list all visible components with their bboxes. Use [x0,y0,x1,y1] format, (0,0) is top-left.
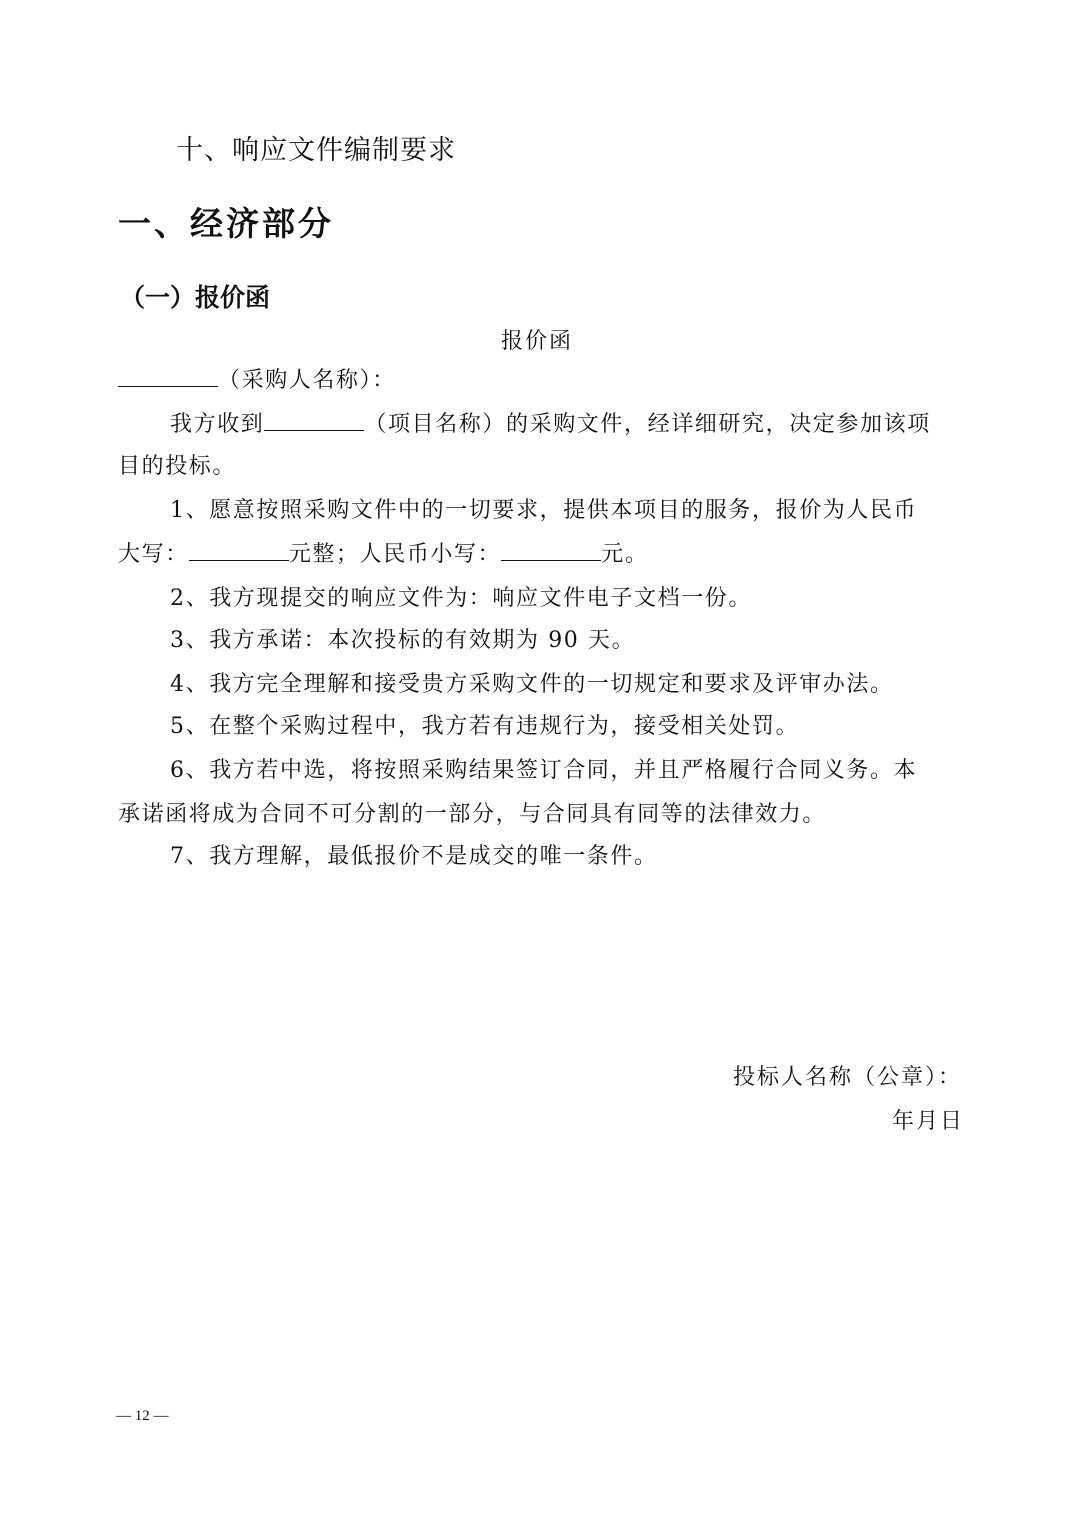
intro-suffix: （项目名称）的采购文件，经详细研究，决定参加该项 [364,412,931,437]
item-1-line-2 [118,540,648,570]
part-heading: 一、经济部分 [118,204,334,243]
section-heading: 十、响应文件编制要求 [176,135,456,166]
item-7: 7、我方理解，最低报价不是成交的唯一条件。 [170,844,658,869]
item-1-line-1: 1、愿意按照采购文件中的一切要求，提供本项目的服务，报价为人民币 [170,498,918,523]
item-6-line-1: 6、我方若中选，将按照采购结果签订合同，并且严格履行合同义务。本 [170,758,918,783]
project-name-blank [264,410,364,431]
signature-line: 投标人名称（公章）： [732,1065,962,1090]
page-number: — 12 — [116,1408,169,1424]
small-amount-label: 元整；人民币小写： [288,542,502,567]
small-amount-blank [501,540,601,561]
capital-amount-label: 大写： [118,542,189,567]
item-5: 5、在整个采购过程中，我方若有违规行为，接受相关处罚。 [170,714,800,739]
salutation-suffix: （采购人名称）： [218,368,396,393]
capital-amount-blank [189,540,289,561]
intro-line [170,410,931,440]
intro-prefix: 我方收到 [170,412,265,437]
item-2: 2、我方现提交的响应文件为：响应文件电子文档一份。 [170,586,752,611]
date-line: 年月日 [891,1109,964,1134]
item-6-line-2: 承诺函将成为合同不可分割的一部分，与合同具有同等的法律效力。 [118,802,827,827]
item-3: 3、我方承诺：本次投标的有效期为 90 天。 [170,628,636,653]
yuan-suffix: 元。 [601,542,649,567]
salutation-line [118,366,396,396]
letter-title: 报价函 [500,329,573,354]
intro-line-2: 目的投标。 [118,454,237,479]
sub-heading: （一）报价函 [120,283,271,312]
item-4: 4、我方完全理解和接受贵方采购文件的一切规定和要求及评审办法。 [170,672,894,697]
purchaser-name-blank [118,366,218,387]
